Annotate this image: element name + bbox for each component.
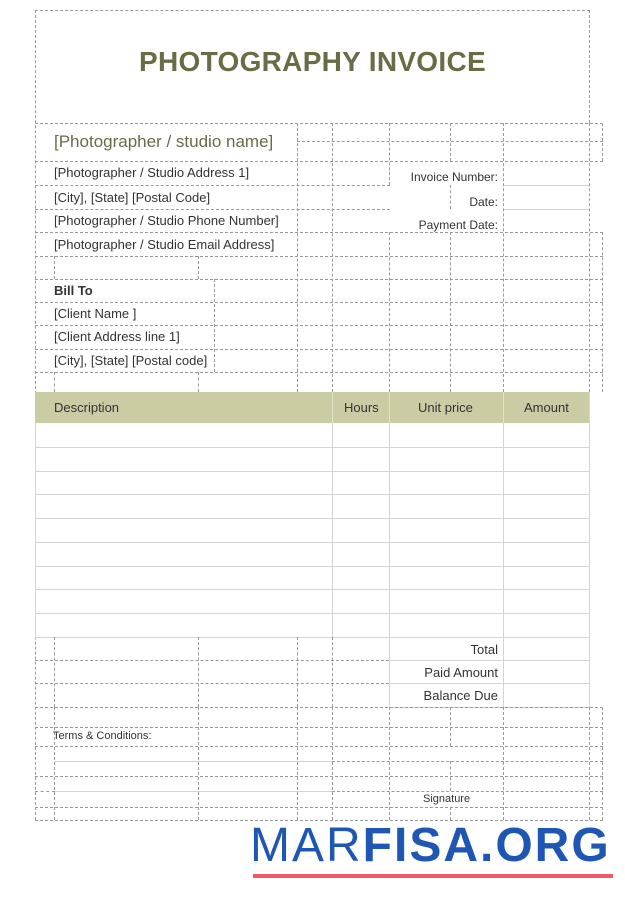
gridline — [297, 637, 298, 707]
table-row[interactable] — [35, 447, 590, 448]
client-address[interactable]: [Client Address line 1] — [54, 329, 180, 344]
gridline — [297, 123, 298, 392]
invoice-number-label: Invoice Number: — [410, 170, 498, 184]
gridline — [389, 123, 390, 185]
gridline — [35, 349, 603, 350]
gridline — [602, 707, 603, 820]
gridline — [602, 232, 603, 392]
studio-address[interactable]: [Photographer / Studio Address 1] — [54, 165, 250, 180]
gridline — [602, 123, 603, 161]
gridline — [332, 123, 333, 392]
column-header-hours: Hours — [344, 400, 379, 415]
gridline — [589, 392, 590, 707]
total-value[interactable] — [504, 638, 589, 659]
gridline — [450, 185, 451, 209]
signature-field[interactable] — [390, 762, 589, 791]
gridline — [35, 807, 603, 808]
gridline — [198, 372, 199, 392]
client-city-state-zip[interactable]: [City], [State] [Postal code] — [54, 353, 208, 368]
gridline — [503, 392, 504, 423]
logo-underline — [253, 874, 613, 878]
items-table-header — [35, 392, 590, 423]
gridline — [503, 209, 589, 210]
invoice-title: PHOTOGRAPHY INVOICE — [139, 46, 486, 77]
gridline — [198, 637, 199, 707]
gridline — [503, 185, 589, 186]
column-header-description: Description — [54, 400, 120, 415]
date-label: Date: — [469, 195, 498, 209]
gridline — [332, 423, 333, 637]
client-name[interactable]: [Client Name ] — [54, 306, 137, 321]
gridline — [35, 707, 603, 708]
gridline — [35, 727, 603, 728]
logo-text-light: MAR — [250, 819, 363, 872]
table-row[interactable] — [35, 613, 590, 614]
gridline — [35, 279, 603, 280]
gridline — [35, 302, 603, 303]
table-row[interactable] — [35, 518, 590, 519]
gridline — [54, 372, 55, 392]
paid-amount-value[interactable] — [504, 661, 589, 682]
date-field[interactable] — [504, 187, 589, 208]
table-row[interactable] — [35, 589, 590, 590]
gridline — [450, 123, 451, 161]
column-header-unit-price: Unit price — [418, 400, 473, 415]
terms-conditions-field[interactable] — [55, 747, 332, 807]
gridline — [35, 185, 390, 186]
balance-due-label: Balance Due — [423, 688, 498, 703]
payment-date-field[interactable] — [504, 211, 589, 232]
gridline — [389, 232, 390, 392]
gridline — [214, 279, 215, 372]
gridline — [589, 707, 590, 820]
table-row[interactable] — [35, 542, 590, 543]
gridline — [35, 232, 603, 233]
gridline — [450, 707, 451, 746]
gridline — [35, 10, 590, 11]
studio-city-state-zip[interactable]: [City], [State] [Postal Code] — [54, 190, 211, 205]
studio-email[interactable]: [Photographer / Studio Email Address] — [54, 237, 275, 252]
gridline — [332, 791, 603, 792]
terms-conditions-label: Terms & Conditions: — [53, 730, 152, 742]
logo-text-bold: FISA.ORG — [362, 819, 611, 872]
gridline — [389, 392, 390, 423]
gridline — [450, 232, 451, 392]
column-header-amount: Amount — [524, 400, 569, 415]
gridline — [54, 256, 55, 279]
gridline — [389, 423, 390, 707]
table-row[interactable] — [35, 471, 590, 472]
gridline — [54, 637, 55, 707]
marfisa-logo — [250, 818, 611, 874]
gridline — [35, 660, 389, 661]
gridline — [35, 372, 603, 373]
gridline — [35, 161, 603, 162]
signature-label: Signature — [423, 793, 471, 805]
table-row[interactable] — [35, 566, 590, 567]
studio-name[interactable]: [Photographer / studio name] — [54, 132, 274, 151]
gridline — [332, 392, 333, 423]
invoice-number-field[interactable] — [504, 163, 589, 184]
gridline — [332, 637, 333, 707]
payment-date-label: Payment Date: — [418, 218, 498, 232]
paid-amount-label: Paid Amount — [424, 665, 498, 680]
gridline — [198, 256, 199, 279]
gridline — [35, 423, 36, 637]
gridline — [35, 123, 603, 124]
table-row[interactable] — [35, 494, 590, 495]
gridline — [35, 683, 389, 684]
total-label: Total — [470, 642, 498, 657]
gridline — [35, 209, 390, 210]
gridline — [332, 707, 333, 820]
balance-due-value[interactable] — [504, 684, 589, 706]
gridline — [35, 791, 55, 792]
bill-to-label: Bill To — [54, 283, 93, 298]
gridline — [35, 325, 603, 326]
gridline — [35, 256, 603, 257]
gridline — [589, 123, 590, 392]
studio-phone[interactable]: [Photographer / Studio Phone Number] — [54, 213, 279, 228]
